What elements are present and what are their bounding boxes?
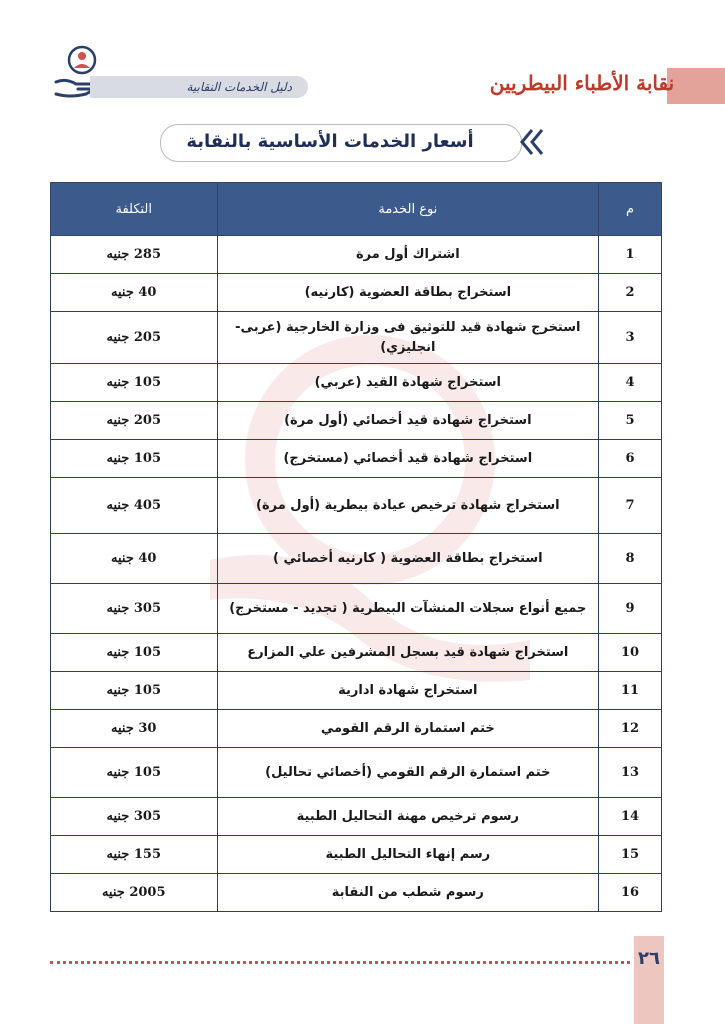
table-row — [51, 312, 662, 364]
table-row — [51, 402, 662, 440]
row-number: 10 — [599, 634, 662, 672]
row-cost: 205 جنيه — [51, 312, 218, 364]
row-number: 3 — [599, 312, 662, 364]
row-number: 14 — [599, 798, 662, 836]
syndicate-logo — [489, 58, 675, 108]
table-row — [51, 836, 662, 874]
table-row — [51, 274, 662, 312]
row-number: 1 — [599, 236, 662, 274]
row-service: استخراج شهادة قيد بسجل المشرفين علي المزارع — [217, 634, 599, 672]
row-number: 7 — [599, 478, 662, 534]
table-row — [51, 710, 662, 748]
row-cost: 155 جنيه — [51, 836, 218, 874]
row-service: ختم استمارة الرقم القومي (أخصائي تحاليل) — [217, 748, 599, 798]
table-row — [51, 364, 662, 402]
row-number: 6 — [599, 440, 662, 478]
row-service: استخراج شهادة القيد (عربي) — [217, 364, 599, 402]
row-number: 5 — [599, 402, 662, 440]
row-service: جميع أنواع سجلات المنشآت البيطرية ( تجديد - مستخرج) — [217, 584, 599, 634]
header-cost: التكلفة — [51, 183, 218, 236]
table-row — [51, 478, 662, 534]
row-service: رسوم شطب من النقابة — [217, 874, 599, 912]
logo-text: نقابة الأطباء البيطريين — [489, 71, 675, 95]
row-cost: 40 جنيه — [51, 274, 218, 312]
row-cost: 40 جنيه — [51, 534, 218, 584]
table-header-row — [51, 183, 662, 236]
row-service: استخراج بطاقة العضوية ( كارنيه أخصائي ) — [217, 534, 599, 584]
row-number: 12 — [599, 710, 662, 748]
row-cost: 105 جنيه — [51, 440, 218, 478]
row-cost: 405 جنيه — [51, 478, 218, 534]
table-row — [51, 236, 662, 274]
row-service: استخراج شهادة ادارية — [217, 672, 599, 710]
row-cost: 105 جنيه — [51, 748, 218, 798]
row-cost: 105 جنيه — [51, 364, 218, 402]
row-cost: 305 جنيه — [51, 798, 218, 836]
row-cost: 2005 جنيه — [51, 874, 218, 912]
services-price-table — [50, 182, 662, 912]
row-number: 13 — [599, 748, 662, 798]
row-number: 9 — [599, 584, 662, 634]
row-cost: 105 جنيه — [51, 672, 218, 710]
table-row — [51, 534, 662, 584]
table-row — [51, 874, 662, 912]
page-title: أسعار الخدمات الأساسية بالنقابة — [186, 131, 474, 152]
corner-accent-bar — [667, 68, 725, 104]
table-row — [51, 440, 662, 478]
guide-title: دليل الخدمات النقابية — [186, 80, 292, 94]
table-row — [51, 798, 662, 836]
row-number: 8 — [599, 534, 662, 584]
row-number: 11 — [599, 672, 662, 710]
row-service: اشتراك أول مرة — [217, 236, 599, 274]
row-number: 16 — [599, 874, 662, 912]
row-cost: 105 جنيه — [51, 634, 218, 672]
row-service: رسم إنهاء التحاليل الطبية — [217, 836, 599, 874]
double-chevron-icon — [518, 128, 544, 156]
table-row — [51, 672, 662, 710]
row-service: رسوم ترخيص مهنة التحاليل الطبية — [217, 798, 599, 836]
footer-dotted-line — [50, 961, 630, 964]
row-number: 4 — [599, 364, 662, 402]
header-service-type: نوع الخدمة — [217, 183, 599, 236]
row-number: 15 — [599, 836, 662, 874]
row-cost: 285 جنيه — [51, 236, 218, 274]
row-service: استخراج شهادة قيد أخصائي (أول مرة) — [217, 402, 599, 440]
row-number: 2 — [599, 274, 662, 312]
table-row — [51, 584, 662, 634]
header-number: م — [599, 183, 662, 236]
row-service: استخرج شهادة قيد للتوثيق فى وزارة الخارجية (عربى- انجليزي) — [217, 312, 599, 364]
table-row — [51, 634, 662, 672]
row-cost: 30 جنيه — [51, 710, 218, 748]
row-service: ختم استمارة الرقم القومي — [217, 710, 599, 748]
row-cost: 305 جنيه — [51, 584, 218, 634]
row-service: استخراج شهادة قيد أخصائي (مستخرج) — [217, 440, 599, 478]
table-row — [51, 748, 662, 798]
page-number: ٢٦ — [638, 948, 660, 969]
row-service: استخراج شهادة ترخيص عيادة بيطرية (أول مرة) — [217, 478, 599, 534]
row-cost: 205 جنيه — [51, 402, 218, 440]
row-service: استخراج بطاقة العضوية (كارنيه) — [217, 274, 599, 312]
